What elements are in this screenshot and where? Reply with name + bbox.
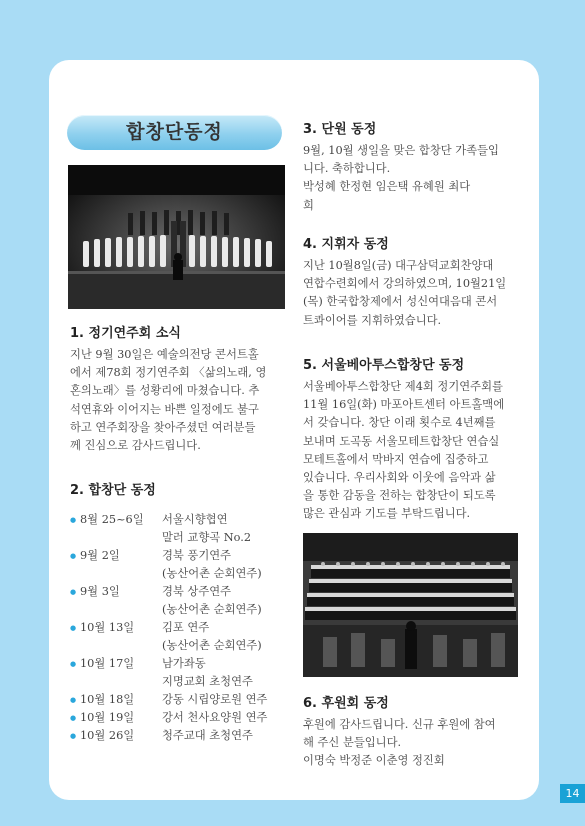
- choir-photo-orchestra: [303, 533, 518, 677]
- text-line: 을 통한 감동을 전하는 합창단이 되도록: [303, 489, 496, 503]
- bullet-icon: ●: [70, 516, 77, 524]
- heading-conductor-news: 4. 지휘자 동정: [303, 237, 389, 252]
- schedule-event: 경북 상주연주: [162, 585, 232, 598]
- text-line: 지난 10월8일(금) 대구삼덕교회찬양대: [303, 259, 494, 272]
- text-line: 11월 16일(화) 마포아트센터 아트홀맥에: [303, 398, 505, 412]
- schedule-event: (농산어촌 순회연주): [162, 639, 262, 652]
- schedule-date: 10월 13일: [80, 621, 135, 634]
- text-line: 니다. 축하합니다.: [303, 162, 391, 176]
- schedule-event: 청주교대 초청연주: [162, 729, 253, 742]
- text-line: 후원에 감사드립니다. 신규 후원에 참여: [303, 718, 496, 731]
- choir-photo-concert: [68, 165, 285, 309]
- schedule-event: 남가좌동: [162, 657, 206, 670]
- text-line: 연합수련회에서 강의하였으며, 10월21일: [303, 277, 507, 291]
- schedule-event: 강서 천사요양원 연주: [162, 711, 268, 724]
- text-line: 박성혜 한정현 임은택 유혜원 최다: [303, 180, 471, 194]
- schedule-event: 강동 시립양로원 연주: [162, 693, 268, 706]
- schedule-event: (농산어촌 순회연주): [162, 603, 262, 616]
- text-line: 이명숙 박정준 이춘영 정진회: [303, 754, 445, 768]
- paragraph-member-news: [303, 142, 499, 215]
- bullet-icon: ●: [70, 714, 77, 722]
- text-line: 지난 9월 30일은 예술의전당 콘서트홀: [70, 348, 259, 361]
- schedule-date: 9월 2일: [80, 549, 120, 562]
- bullet-icon: ●: [70, 660, 77, 668]
- bullet-icon: ●: [70, 588, 77, 596]
- text-line: 있습니다. 우리사회와 이웃에 음악과 삶: [303, 471, 496, 485]
- text-line: (목) 한국합창제에서 성신여대음대 콘서: [303, 295, 498, 309]
- paragraph-conductor-news: [303, 257, 506, 330]
- text-line: 하고 연주회장을 찾아주셨던 여러분들: [70, 420, 256, 434]
- paragraph-supporters-news: [303, 716, 496, 771]
- schedule-event: 김포 연주: [162, 621, 210, 634]
- text-line: 희: [303, 198, 314, 212]
- schedule-date: 8월 25~6일: [80, 513, 144, 526]
- bullet-icon: ●: [70, 552, 77, 560]
- schedule-event: 경북 풍기연주: [162, 549, 232, 562]
- bullet-icon: ●: [70, 696, 77, 704]
- page-number: 14: [560, 784, 585, 803]
- choir-photo-concert-image: [68, 165, 285, 309]
- text-line: 께 진심으로 감사드립니다.: [70, 439, 201, 453]
- text-line: 에서 제78회 정기연주회 〈삶의노래, 영: [70, 366, 267, 380]
- schedule-event: 말러 교향곡 No.2: [162, 531, 252, 544]
- schedule-date: 10월 19일: [80, 711, 135, 724]
- choir-photo-orchestra-image: [303, 533, 518, 677]
- text-line: 혼의노래〉를 성황리에 마쳤습니다. 추: [70, 384, 260, 398]
- text-line: 모테트홀에서 막바지 연습에 집중하고: [303, 452, 489, 466]
- text-line: 서울베아투스합창단 제4회 정기연주회를: [303, 380, 503, 393]
- schedule-event: 서울시향협연: [162, 513, 228, 526]
- schedule-date: 10월 18일: [80, 693, 135, 706]
- text-line: 보내며 도곡동 서울모테트합창단 연습실: [303, 434, 500, 448]
- text-line: 서 갖습니다. 창단 이래 횟수로 4년째를: [303, 416, 496, 430]
- heading-choir-news: 2. 합창단 동정: [70, 483, 156, 498]
- heading-member-news: 3. 단원 동정: [303, 122, 377, 137]
- heading-regular-concert: 1. 정기연주회 소식: [70, 326, 181, 341]
- paragraph-regular-concert: [70, 346, 266, 455]
- text-line: 해 주신 분들입니다.: [303, 736, 402, 750]
- schedule-date: 10월 17일: [80, 657, 135, 670]
- section-title: 합창단동정: [67, 115, 282, 150]
- schedule-date: 9월 3일: [80, 585, 120, 598]
- bullet-icon: ●: [70, 732, 77, 740]
- paragraph-beatus-news: [303, 378, 504, 524]
- text-line: 석연휴와 이어지는 바쁜 일정에도 불구: [70, 402, 259, 416]
- schedule-event: (농산어촌 순회연주): [162, 567, 262, 580]
- text-line: 9월, 10월 생일을 맞은 합창단 가족들입: [303, 144, 499, 157]
- heading-beatus-news: 5. 서울베아투스합창단 동정: [303, 358, 465, 373]
- heading-supporters-news: 6. 후원회 동정: [303, 696, 389, 711]
- schedule-date: 10월 26일: [80, 729, 135, 742]
- schedule-event: 지명교회 초청연주: [162, 675, 253, 688]
- bullet-icon: ●: [70, 624, 77, 632]
- text-line: 많은 관심과 기도를 부탁드립니다.: [303, 507, 471, 521]
- text-line: 트콰이어를 지휘하였습니다.: [303, 313, 442, 327]
